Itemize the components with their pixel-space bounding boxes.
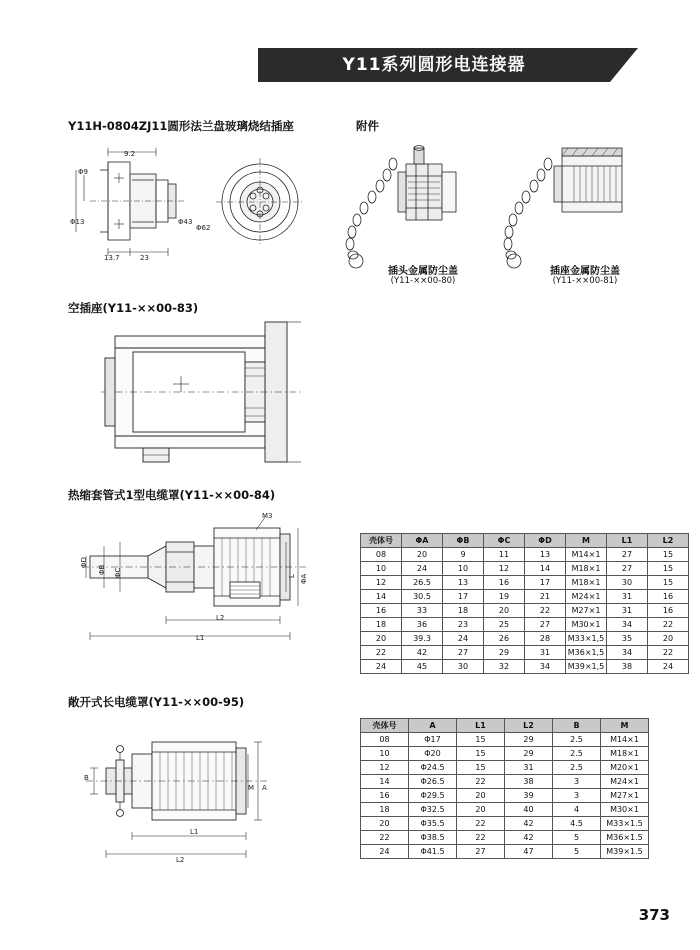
cell: 30 <box>443 660 484 674</box>
cell: M24×1 <box>566 590 607 604</box>
cell: M39×1,5 <box>566 660 607 674</box>
cell: 27 <box>443 646 484 660</box>
cell: 20 <box>361 817 409 831</box>
cell: 18 <box>443 604 484 618</box>
cell: 16 <box>484 576 525 590</box>
cell: 10 <box>361 747 409 761</box>
cell: 22 <box>361 831 409 845</box>
cell: 22 <box>457 775 505 789</box>
cell: 39 <box>505 789 553 803</box>
cell: Φ26.5 <box>409 775 457 789</box>
table1-col-6: L1 <box>607 534 648 548</box>
cell: 18 <box>361 618 402 632</box>
dim-13-7: 13.7 <box>104 254 120 262</box>
cell: 24 <box>361 845 409 859</box>
dim-phi9: Φ9 <box>78 168 88 176</box>
drawing-empty-receptacle <box>95 318 345 473</box>
cell: 21 <box>525 590 566 604</box>
cell: 10 <box>443 562 484 576</box>
section2-title: 空插座(Y11-××00-83) <box>68 301 199 315</box>
cell: 13 <box>525 548 566 562</box>
cell: 42 <box>402 646 443 660</box>
cell: 19 <box>484 590 525 604</box>
accessories-title: 附件 <box>356 119 379 133</box>
table2-col-2: L1 <box>457 719 505 733</box>
cell: M27×1 <box>566 604 607 618</box>
table-row <box>361 845 649 859</box>
drawing-flange-receptacle <box>70 140 360 270</box>
cell: 27 <box>525 618 566 632</box>
cell: M20×1 <box>601 761 649 775</box>
cell: 16 <box>361 789 409 803</box>
table-row <box>361 803 649 817</box>
table-row <box>361 646 689 660</box>
cell: M24×1 <box>601 775 649 789</box>
cell: 27 <box>457 845 505 859</box>
cell: 16 <box>648 590 689 604</box>
table2-col-1: A <box>409 719 457 733</box>
dim-phiB: ΦB <box>98 564 106 575</box>
cell: M30×1 <box>601 803 649 817</box>
dim-phiA: ΦA <box>300 573 308 584</box>
cell: 38 <box>505 775 553 789</box>
section3-title: 热缩套管式1型电缆罩(Y11-××00-84) <box>68 488 276 502</box>
cell: Φ29.5 <box>409 789 457 803</box>
cell: 20 <box>457 803 505 817</box>
cell: 15 <box>457 747 505 761</box>
cell: 31 <box>607 604 648 618</box>
table-row <box>361 775 649 789</box>
cell: 11 <box>484 548 525 562</box>
cell: 38 <box>607 660 648 674</box>
plug-cap-title: 插头金属防尘盖 <box>388 266 458 277</box>
cell: 29 <box>484 646 525 660</box>
cell: 2.5 <box>553 747 601 761</box>
cell: M14×1 <box>601 733 649 747</box>
spec-table-heatshrink <box>360 533 689 674</box>
table-row <box>361 618 689 632</box>
cell: 14 <box>361 590 402 604</box>
cell: M36×1.5 <box>601 831 649 845</box>
table1-col-4: ΦD <box>525 534 566 548</box>
cell: 42 <box>505 817 553 831</box>
table-row <box>361 817 649 831</box>
page-title: Y11系列圆形电连接器 <box>342 55 526 75</box>
cell: 4.5 <box>553 817 601 831</box>
cell: 12 <box>484 562 525 576</box>
cell: 45 <box>402 660 443 674</box>
table1-col-2: ΦB <box>443 534 484 548</box>
cell: 27 <box>607 562 648 576</box>
section1-title: Y11H-0804ZJ11圆形法兰盘玻璃烧结插座 <box>68 119 294 133</box>
table1-col-7: L2 <box>648 534 689 548</box>
dim-L2-cable4: L2 <box>176 856 185 864</box>
cell: 3 <box>553 789 601 803</box>
drawing-plug-dust-cap <box>330 142 480 277</box>
spec-table-open-clamp <box>360 718 649 859</box>
cell: 22 <box>648 646 689 660</box>
cell: 25 <box>484 618 525 632</box>
cell: 26 <box>484 632 525 646</box>
cell: 16 <box>648 604 689 618</box>
cell: M18×1 <box>601 747 649 761</box>
dim-23: 23 <box>140 254 149 262</box>
table1-header-row <box>361 534 689 548</box>
cell: M30×1 <box>566 618 607 632</box>
cell: M27×1 <box>601 789 649 803</box>
table1-col-1: ΦA <box>402 534 443 548</box>
cell: M18×1 <box>566 562 607 576</box>
cell: 24 <box>402 562 443 576</box>
cell: Φ32.5 <box>409 803 457 817</box>
table-row <box>361 548 689 562</box>
table2-header-row <box>361 719 649 733</box>
cell: 22 <box>648 618 689 632</box>
table2-col-3: L2 <box>505 719 553 733</box>
cell: 20 <box>402 548 443 562</box>
table2-col-5: M <box>601 719 649 733</box>
cell: Φ35.5 <box>409 817 457 831</box>
cell: 9 <box>443 548 484 562</box>
dim-9-2: 9.2 <box>124 150 136 158</box>
cell: 17 <box>525 576 566 590</box>
cell: 29 <box>505 747 553 761</box>
cell: 24 <box>361 660 402 674</box>
table1-col-3: ΦC <box>484 534 525 548</box>
dim-phiC: ΦC <box>114 567 122 578</box>
receptacle-cap-title: 插座金属防尘盖 <box>550 266 620 277</box>
cell: 14 <box>525 562 566 576</box>
cell: 12 <box>361 576 402 590</box>
cell: 23 <box>443 618 484 632</box>
cell: M39×1.5 <box>601 845 649 859</box>
cell: 24 <box>443 632 484 646</box>
cell: 34 <box>607 646 648 660</box>
cell: 36 <box>402 618 443 632</box>
drawing-open-cable-clamp <box>80 716 350 866</box>
table-row <box>361 576 689 590</box>
cell: 28 <box>525 632 566 646</box>
cell: 24 <box>648 660 689 674</box>
cell: 08 <box>361 548 402 562</box>
cell: 4 <box>553 803 601 817</box>
table2-col-4: B <box>553 719 601 733</box>
cell: Φ38.5 <box>409 831 457 845</box>
dim-L1-cable3: L1 <box>196 634 205 642</box>
cell: 40 <box>505 803 553 817</box>
cell: 30 <box>607 576 648 590</box>
cell: 39.3 <box>402 632 443 646</box>
cell: 31 <box>525 646 566 660</box>
table1-col-0: 壳体号 <box>361 534 402 548</box>
cell: 5 <box>553 831 601 845</box>
cell: 10 <box>361 562 402 576</box>
cell: 22 <box>457 817 505 831</box>
cell: Φ20 <box>409 747 457 761</box>
cell: 31 <box>505 761 553 775</box>
cell: 17 <box>443 590 484 604</box>
cell: 18 <box>361 803 409 817</box>
cell: Φ41.5 <box>409 845 457 859</box>
cell: 30.5 <box>402 590 443 604</box>
cell: 26.5 <box>402 576 443 590</box>
drawing-heatshrink-cable-clamp <box>80 508 350 653</box>
dim-L1-cable4: L1 <box>190 828 199 836</box>
cell: 5 <box>553 845 601 859</box>
cell: 34 <box>525 660 566 674</box>
cell: 20 <box>484 604 525 618</box>
cell: 13 <box>443 576 484 590</box>
cell: M36×1,5 <box>566 646 607 660</box>
drawing-receptacle-dust-cap <box>490 142 650 277</box>
dim-B-cable4: B <box>84 774 89 782</box>
table-row <box>361 761 649 775</box>
cell: 15 <box>648 576 689 590</box>
cell: 34 <box>607 618 648 632</box>
plug-cap-code: (Y11-××00-80) <box>390 276 456 286</box>
cell: 22 <box>457 831 505 845</box>
dim-L: L <box>288 574 296 578</box>
table-row <box>361 632 689 646</box>
table-row <box>361 604 689 618</box>
banner-arrow <box>610 48 638 82</box>
cell: 42 <box>505 831 553 845</box>
dim-phi62: Φ62 <box>196 224 211 232</box>
receptacle-cap-code: (Y11-××00-81) <box>552 276 618 286</box>
page-number: 373 <box>638 906 670 924</box>
table-row <box>361 660 689 674</box>
cell: 2.5 <box>553 761 601 775</box>
cell: M14×1 <box>566 548 607 562</box>
dim-M-cable4: M <box>248 784 255 792</box>
table-row <box>361 747 649 761</box>
cell: 08 <box>361 733 409 747</box>
cell: Φ17 <box>409 733 457 747</box>
table-row <box>361 733 649 747</box>
cell: 14 <box>361 775 409 789</box>
cell: Φ24.5 <box>409 761 457 775</box>
table-row <box>361 789 649 803</box>
page-header-banner <box>258 48 638 82</box>
cell: 20 <box>361 632 402 646</box>
cell: 33 <box>402 604 443 618</box>
table-row <box>361 831 649 845</box>
table-row <box>361 562 689 576</box>
cell: 16 <box>361 604 402 618</box>
table2-col-0: 壳体号 <box>361 719 409 733</box>
cell: 2.5 <box>553 733 601 747</box>
cell: 12 <box>361 761 409 775</box>
table-row <box>361 590 689 604</box>
dim-phi43: Φ43 <box>178 218 193 226</box>
cell: 15 <box>457 761 505 775</box>
cell: 27 <box>607 548 648 562</box>
dim-L2-cable3: L2 <box>216 614 225 622</box>
cell: 20 <box>457 789 505 803</box>
cell: M33×1,5 <box>566 632 607 646</box>
dim-M3: M3 <box>262 512 273 520</box>
cell: 15 <box>648 562 689 576</box>
cell: 35 <box>607 632 648 646</box>
cell: 31 <box>607 590 648 604</box>
dim-phi13: Φ13 <box>70 218 85 226</box>
cell: 22 <box>525 604 566 618</box>
cell: 22 <box>361 646 402 660</box>
table1-col-5: M <box>566 534 607 548</box>
cell: 3 <box>553 775 601 789</box>
cell: M33×1.5 <box>601 817 649 831</box>
cell: 32 <box>484 660 525 674</box>
dim-A-cable4: A <box>262 784 267 792</box>
cell: M18×1 <box>566 576 607 590</box>
section4-title: 敞开式长电缆罩(Y11-××00-95) <box>68 695 245 709</box>
dim-phiD: ΦD <box>80 557 88 568</box>
cell: 15 <box>648 548 689 562</box>
cell: 20 <box>648 632 689 646</box>
cell: 15 <box>457 733 505 747</box>
cell: 47 <box>505 845 553 859</box>
cell: 29 <box>505 733 553 747</box>
